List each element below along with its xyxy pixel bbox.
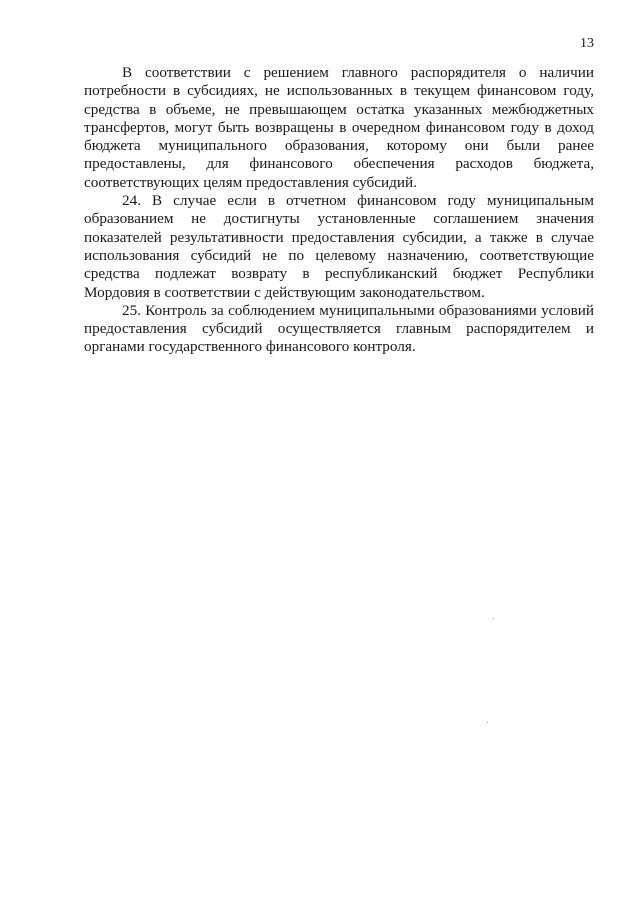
scan-speck [493, 618, 494, 619]
paragraph-item-24: 24. В случае если в отчетном финансовом году муниципальным образованием не достигнуты установленные соглашением значения показателей результативности предоставления субсидии, а также в случае использования субсидий не по целевому назначению, соответствующие средства подлежат возврату в республиканский бюджет Республики Мордовия в соответствии с действующим законодательством. [84, 192, 594, 301]
document-body [84, 64, 594, 357]
scan-speck [487, 722, 488, 723]
page-number: 13 [580, 36, 594, 51]
paragraph-item-25: 25. Контроль за соблюдением муниципальными образованиями условий предоставления субсидий осуществляется главным распорядителем и органами государственного финансового контроля. [84, 301, 594, 356]
paragraph-funds-return: В соответствии с решением главного распорядителя о наличии потребности в субсидиях, не использованных в текущем финансовом году, средства в объеме, не превышающем остатка указанных межбюджетных трансфертов, могут быть возвращены в очередном финансовом году в доход бюджета муниципального образования, которому они были ранее предоставлены, для финансового обеспечения расходов бюджета, соответствующих целям предоставления субсидий. [84, 64, 594, 191]
